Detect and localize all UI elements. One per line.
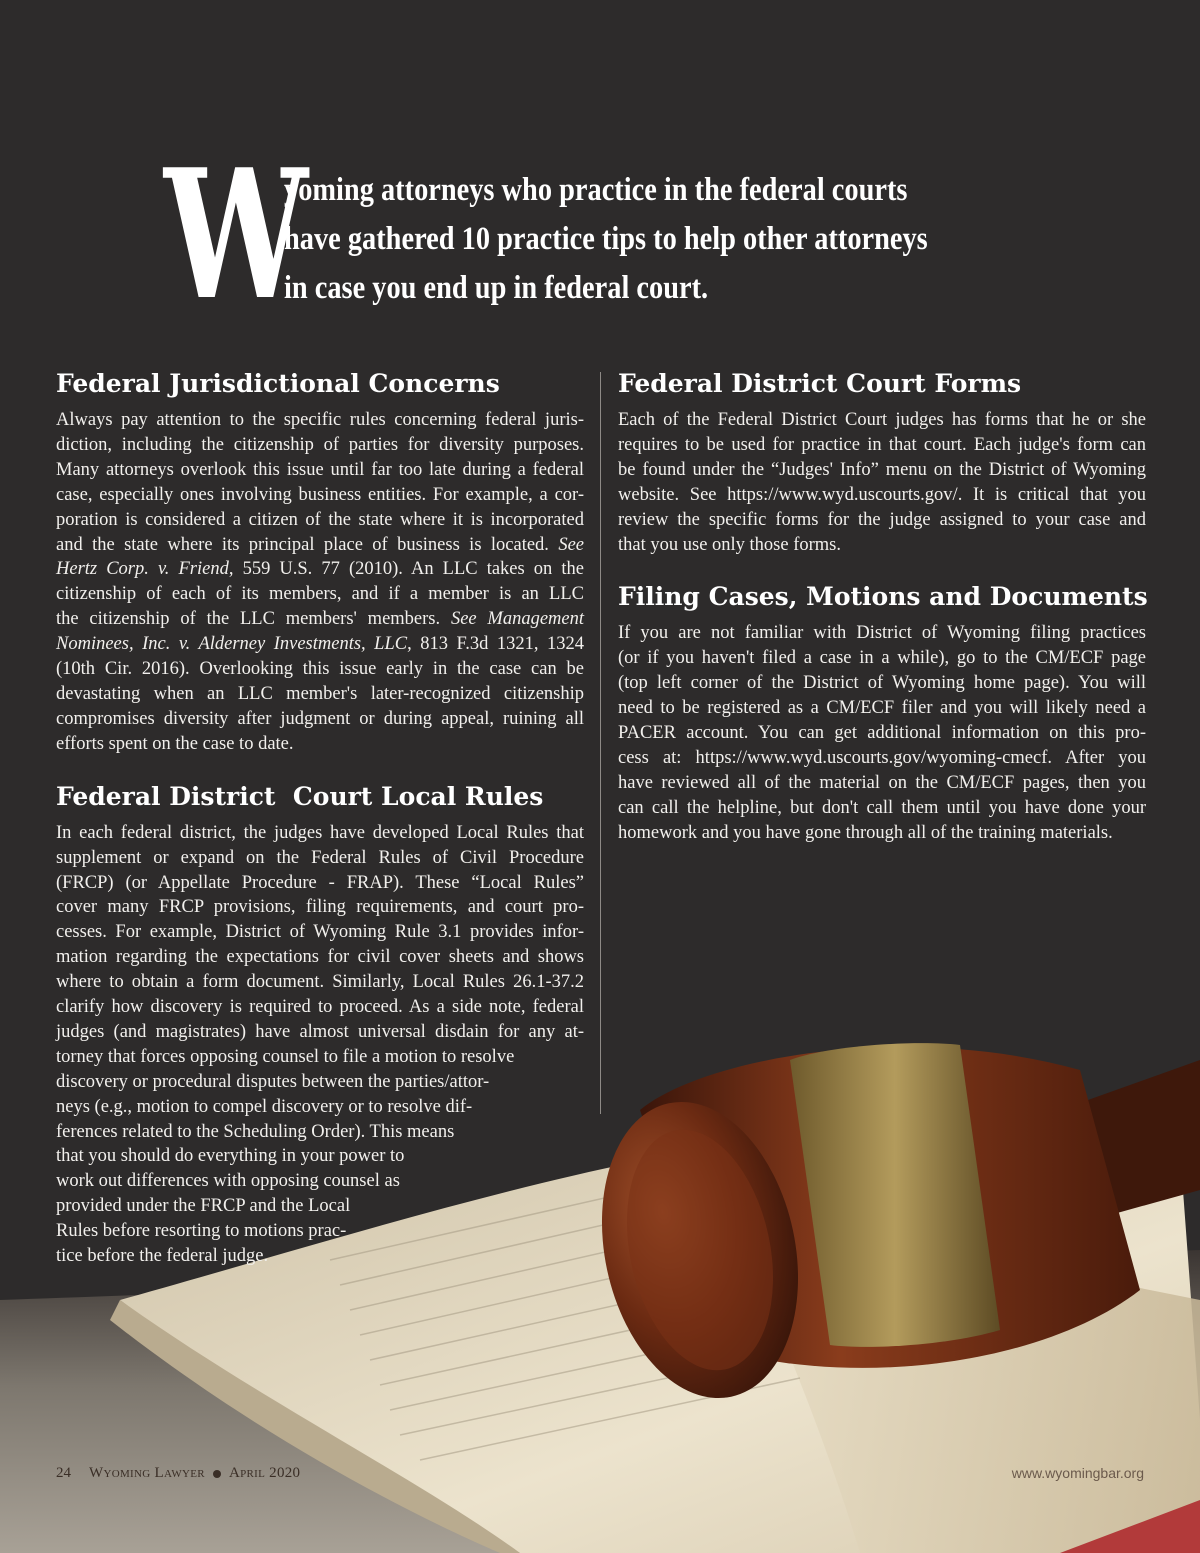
text-line: (10th Cir. 2016). Overlooking this issue early in the case can be	[56, 659, 584, 680]
text-line: Many attorneys overlook this issue until far too late during a federal	[56, 459, 584, 480]
text-line: compromises diversity after judgment or during appeal, ruining all	[56, 708, 584, 729]
text-line: homework and you have gone through all of the training materials.	[618, 822, 1113, 843]
intro-lead	[284, 166, 928, 313]
page-footer	[56, 1465, 300, 1485]
text-line: that you should do everything in your power to	[56, 1146, 405, 1167]
text-line: clarify how discovery is required to proceed. As a side note, federal	[56, 997, 584, 1018]
text-line: supplement or expand on the Federal Rules of Civil Procedure	[56, 847, 584, 868]
right-column	[618, 366, 1146, 846]
text-line: PACER account. You can get additional information on this pro-	[618, 723, 1146, 744]
intro-line: in case you end up in federal court.	[284, 270, 709, 306]
section-court-forms	[618, 366, 1146, 557]
text-line: (or if you haven't filed a case in a while), go to the CM/ECF page	[618, 648, 1146, 669]
section-title: Filing Cases, Motions and Documents	[618, 582, 1148, 612]
text-line: where to obtain a form document. Similarly, Local Rules 26.1-37.2	[56, 972, 584, 993]
intro-line: yoming attorneys who practice in the federal courts	[284, 172, 908, 208]
issue-date: April 2020	[228, 1465, 301, 1481]
text-line: cesses. For example, District of Wyoming Rule 3.1 provides infor-	[56, 922, 584, 943]
text-line: neys (e.g., motion to compel discovery or to resolve dif-	[56, 1096, 473, 1117]
text-line: work out differences with opposing counsel as	[56, 1171, 400, 1192]
text-line: efforts spent on the case to date.	[56, 733, 294, 754]
section-local-rules	[56, 779, 584, 1269]
section-jurisdiction	[56, 366, 584, 757]
text-line: devastating when an LLC member's later-recognized citizenship	[56, 683, 584, 704]
text-line: If you are not familiar with District of Wyoming filing practices	[618, 623, 1146, 644]
text-line: (FRCP) (or Appellate Procedure - FRAP). These “Local Rules”	[56, 872, 584, 893]
section-body	[618, 408, 1146, 557]
text-line: that you use only those forms.	[618, 534, 842, 555]
website-link[interactable]: www.wyomingbar.org	[1011, 1465, 1144, 1481]
intro-line: have gathered 10 practice tips to help other attorneys	[284, 221, 928, 257]
text-line: requires to be used for practice in that court. Each judge's form can	[618, 434, 1146, 455]
text-line: be found under the “Judges' Info” menu on the District of Wyoming	[618, 459, 1146, 480]
left-column	[56, 366, 584, 1269]
section-body	[56, 408, 584, 757]
text-line: discovery or procedural disputes between the parties/attor-	[56, 1071, 490, 1092]
drop-cap: W	[164, 130, 308, 339]
section-title: Federal District Court Local Rules	[56, 781, 544, 811]
text-line: judges (and magistrates) have almost universal disdain for any at-	[56, 1021, 584, 1042]
text-line: ferences related to the Scheduling Order). This means	[56, 1121, 455, 1142]
text-line: and the state where its principal place of business is located. See	[56, 534, 584, 555]
text-line: case, especially ones involving business entities. For example, a cor-	[56, 484, 584, 505]
text-line: (top left corner of the District of Wyoming home page). You will	[618, 673, 1146, 694]
intro-block	[164, 130, 1024, 339]
text-line: review the specific forms for the judge assigned to your case and	[618, 509, 1146, 530]
section-title: Federal District Court Forms	[618, 369, 1022, 398]
text-line: can call the helpline, but don't call them until you have done your	[618, 797, 1146, 818]
text-line: the citizenship of the LLC members' members. See Management	[56, 609, 584, 630]
text-line: provided under the FRCP and the Local	[56, 1196, 351, 1217]
text-line: Rules before resorting to motions prac-	[56, 1221, 347, 1242]
text-line: Always pay attention to the specific rules concerning federal juris-	[56, 410, 584, 430]
text-line: Hertz Corp. v. Friend, 559 U.S. 77 (2010). An LLC takes on the	[56, 559, 584, 580]
text-line: Nominees, Inc. v. Alderney Investments, LLC, 813 F.3d 1321, 1324	[56, 634, 584, 655]
text-line: diction, including the citizenship of parties for diversity purposes.	[56, 434, 584, 455]
text-line: have reviewed all of the material on the CM/ECF pages, then you	[618, 772, 1146, 793]
text-line: mation regarding the expectations for civil cover sheets and shows	[56, 947, 584, 968]
text-line: citizenship of each of its members, and if a member is an LLC	[56, 584, 584, 605]
text-line: cess at: https://www.wyd.uscourts.gov/wyoming-cmecf. After you	[618, 747, 1146, 768]
section-body	[56, 821, 584, 1269]
publication-name: Wyoming Lawyer	[89, 1465, 205, 1481]
text-line: tice before the federal judge.	[56, 1246, 269, 1267]
bullet-icon	[213, 1470, 221, 1478]
text-line: need to be registered as a CM/ECF filer and you will likely need a	[618, 698, 1146, 719]
text-line: poration is considered a citizen of the state where it is incorporated	[56, 509, 584, 530]
page-number: 24	[56, 1465, 71, 1481]
text-line: Each of the Federal District Court judges has forms that he or she	[618, 410, 1146, 430]
section-filing	[618, 579, 1146, 845]
text-line: torney that forces opposing counsel to file a motion to resolve	[56, 1046, 515, 1067]
text-line: website. See https://www.wyd.uscourts.gov/. It is critical that you	[618, 484, 1146, 505]
text-line: cover many FRCP provisions, filing requirements, and court pro-	[56, 897, 584, 918]
text-line: In each federal district, the judges have developed Local Rules that	[56, 822, 584, 843]
column-divider	[600, 372, 601, 1114]
section-title: Federal Jurisdictional Concerns	[56, 369, 500, 398]
section-body	[618, 621, 1146, 845]
